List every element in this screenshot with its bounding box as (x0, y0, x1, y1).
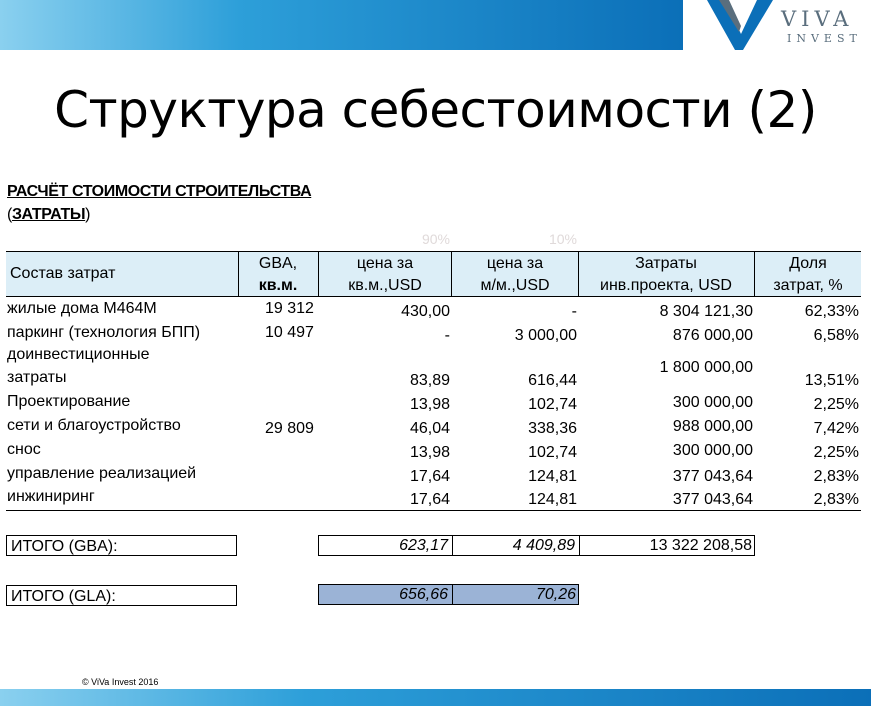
total-gba-values (318, 535, 755, 556)
header-gba: GBA, кв.м. (258, 255, 298, 294)
table-row: сети и благоустройство 29 809 46,04 338,36 988 000,00 7,42% (7, 417, 859, 437)
viva-logo-icon (703, 0, 775, 50)
header-price-sqm: цена за кв.м.,USD (348, 255, 422, 294)
total-gba-cost: 13 322 208,58 (649, 537, 752, 554)
total-gba-label: ИТОГО (GBA): (6, 535, 237, 556)
total-gla-label: ИТОГО (GLA): (6, 585, 237, 606)
table-row: жилые дома М464М 19 312 430,00 - 8 304 121,30 62,33% (7, 300, 859, 320)
bottom-banner (0, 689, 871, 706)
pct-label-right: 10% (548, 231, 577, 247)
total-gla-values (318, 584, 579, 605)
table-row: доинвестиционные затраты 83,89 616,44 1 800 000,00 13,51% (7, 346, 859, 389)
col-divider (318, 251, 319, 297)
slide-title: Структура себестоимости (2) (54, 81, 817, 139)
pct-label-left: 90% (421, 231, 450, 247)
header-share: Доля затрат, % (773, 255, 843, 294)
table-row: Проектирование 13,98 102,74 300 000,00 2,25% (7, 393, 859, 413)
table-row: паркинг (технология БПП) 10 497 - 3 000,00 876 000,00 6,58% (7, 324, 859, 344)
total-gba-price-sqm: 623,17 (319, 536, 453, 555)
top-banner (0, 0, 683, 50)
header-cost: Затраты инв.проекта, USD (600, 255, 732, 294)
section-heading: РАСЧЁТ СТОИМОСТИ СТРОИТЕЛЬСТВА (7, 183, 312, 200)
table-row: снос 13,98 102,74 300 000,00 2,25% (7, 441, 859, 461)
total-gla-price-sqm: 656,66 (319, 585, 453, 604)
section-subheading: (ЗАТРАТЫ) (7, 206, 91, 223)
col-divider (451, 251, 452, 297)
copyright: © ViVa Invest 2016 (82, 677, 159, 687)
table-row: инжиниринг 17,64 124,81 377 043,64 2,83% (7, 488, 859, 508)
header-name: Состав затрат (10, 265, 116, 282)
total-gba-price-parking: 4 409,89 (453, 536, 580, 555)
col-divider (578, 251, 579, 297)
col-divider (754, 251, 755, 297)
logo-subtext: INVEST (787, 32, 862, 45)
col-divider (238, 251, 239, 297)
total-gla-price-parking: 70,26 (535, 586, 576, 603)
header-price-parking: цена за м/м.,USD (480, 255, 550, 294)
logo-text: VIVA (781, 7, 854, 31)
table-row: управление реализацией 17,64 124,81 377 043,64 2,83% (7, 465, 859, 485)
table-bottom-border (6, 510, 861, 511)
